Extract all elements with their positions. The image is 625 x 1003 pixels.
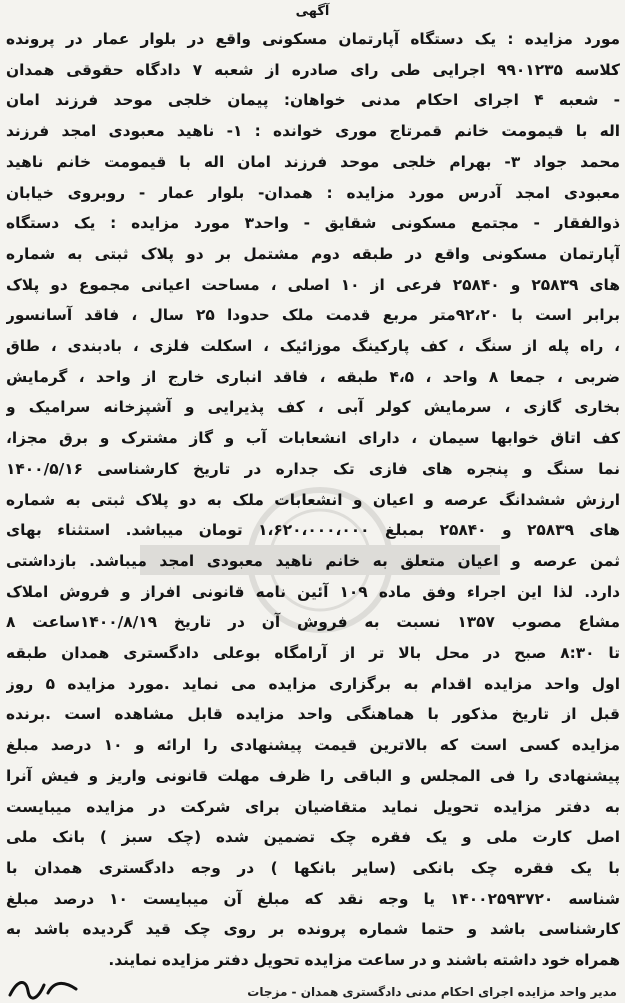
body-line: اله با قیمومت خانم قمرتاج موری خوانده : ۱- ناهید معبودی امجد فرزند: [6, 122, 620, 141]
header-title: آگهی: [295, 4, 330, 19]
body-line: مزایده کسی است که بالاترین قیمت پیشنهادی را ارائه و ۱۰ درصد مبلغ: [6, 736, 620, 755]
body-line: همراه خود داشته باشند و در ساعت مزایده تحویل دفتر مزایده نمایند.: [108, 951, 620, 970]
body-line: کف اتاق خوابها سیمان ، دارای انشعابات آب و گاز مشترک و برق مجزا،: [6, 429, 620, 448]
body-line: ، راه پله از سنگ ، کف پارکینگ موزائیک ، اسکلت فلزی ، بادبندی ، طاق: [6, 337, 620, 356]
body-line: های ۲۵۸۳۹ و ۲۵۸۴۰ بمبلغ ۱،۶۲۰،۰۰۰،۰۰۰ تومان میباشد. استثناء بهای: [6, 521, 620, 540]
body-line: ثمن عرصه و اعیان متعلق به خانم ناهید معبودی امجد میباشد. بازداشتی: [6, 551, 620, 570]
body-line: برابر است با ۹۲،۲۰متر مربع قدمت ملک حدودا ۲۵ سال ، فاقد آسانسور: [6, 306, 620, 325]
body-line: بخاری گازی ، سرمایش کولر آبی ، کف پذیرایی و آشپزخانه سرامیک و: [6, 398, 620, 417]
body-line: اول واحد مزایده اقدام به برگزاری مزایده می نماید .مورد مزایده ۵ روز: [6, 674, 620, 693]
body-line: دارد. لذا این اجراء وفق ماده ۱۰۹ آئین نامه قانونی افراز و فروش املاک: [6, 582, 620, 601]
body-line: شناسه ۱۴۰۰۲۵۹۳۷۲۰ یا وجه نقد که مبلغ آن میبایست ۱۰ درصد مبلغ: [6, 889, 620, 908]
body-line: ارزش ششدانگ عرصه و اعیان و انشعابات ملک به دو پلاک ثبتی به شماره: [6, 490, 620, 509]
body-line: تا ۸:۳۰ صبح در محل بالا تر از آرامگاه بوعلی دادگستری همدان طبقه: [6, 644, 620, 663]
body-line: ضربی ، جمعا ۸ واحد ، ۴،۵ طبقه ، فاقد انباری خارج از واحد ، گرمایش: [6, 367, 620, 386]
body-line: های ۲۵۸۳۹ و ۲۵۸۴۰ فرعی از ۱۰ اصلی ، مساحت اعیانی مجموع دو پلاک: [6, 275, 620, 294]
announcement-body: [6, 24, 620, 976]
body-line: معبودی امجد آدرس مورد مزایده : همدان- بلوار عمار - روبروی خیابان: [6, 183, 620, 202]
body-line: پیشنهادی را فی المجلس و الباقی را ظرف مهلت قانونی واریز و فیش آنرا: [6, 766, 620, 785]
body-line: کارشناسی باشد و حتما شماره پرونده بر روی چک قید گردیده باشد به: [6, 920, 620, 939]
footer-signature-line: مدیر واحد مزایده اجرای احکام مدنی دادگستری همدان - مزجات: [247, 985, 617, 999]
body-line: محمد جواد ۳- بهرام خلجی موحد فرزند امان اله با قیمومت خانم ناهید: [6, 152, 620, 171]
body-line: با یک فقره چک بانکی (سایر بانکها ) در وجه دادگستری همدان با: [6, 858, 620, 877]
body-line: کلاسه ۹۹۰۱۲۳۵ اجرایی طی رای صادره از شعبه ۷ دادگاه حقوقی همدان: [6, 60, 620, 79]
body-line: - شعبه ۴ اجرای احکام مدنی خواهان: پیمان خلجی موحد فرزند امان: [6, 91, 620, 110]
body-line: نما سنگ و پنجره های فازی تک جداره در تاریخ کارشناسی ۱۴۰۰/۵/۱۶: [6, 459, 620, 478]
body-line: مورد مزایده : یک دستگاه آپارتمان مسکونی واقع در بلوار عمار در پرونده: [6, 30, 620, 48]
body-line: قبل از تاریخ مذکور با هماهنگی واحد مزایده قابل مشاهده است .برنده: [6, 705, 620, 724]
body-line: ذوالفقار - مجتمع مسکونی شقایق - واحد۳ مورد مزایده : یک دستگاه: [6, 214, 620, 233]
body-line: اصل کارت ملی و یک فقره چک تضمین شده (چک سبز ) بانک ملی: [6, 828, 620, 847]
body-line: آپارتمان مسکونی واقع در طبقه دوم مشتمل بر دو پلاک ثبتی به شماره: [6, 244, 620, 263]
body-line: به دفتر مزایده تحویل نماید متقاضیان برای شرکت در مزایده میبایست: [6, 797, 620, 816]
body-line: مشاع مصوب ۱۳۵۷ نسبت به فروش آن در تاریخ ۱۴۰۰/۸/۱۹ساعت ۸: [6, 613, 620, 632]
